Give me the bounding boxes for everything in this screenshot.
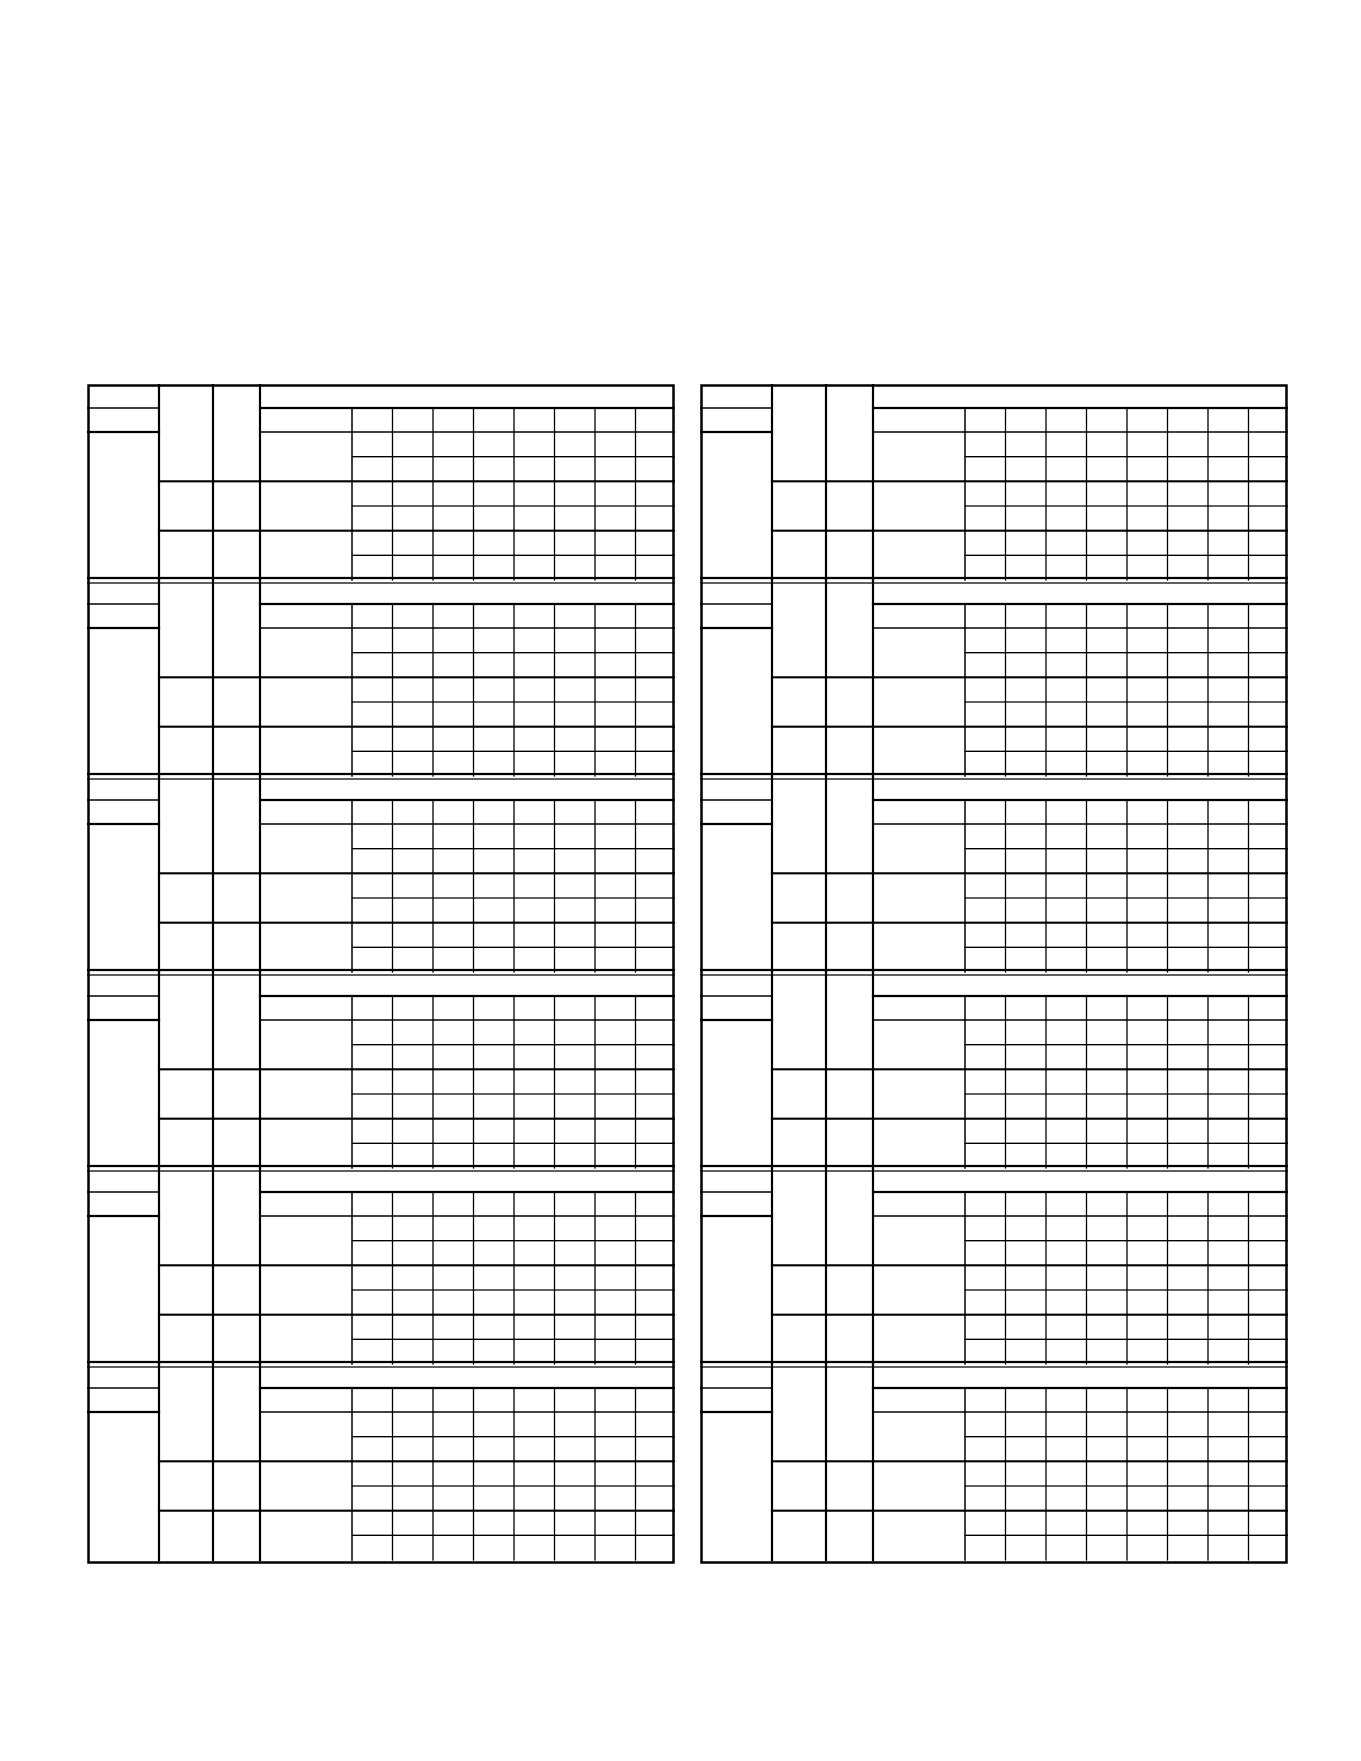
panel-border bbox=[702, 386, 1287, 1563]
form-grid-right bbox=[700, 384, 1288, 1564]
form-panel-left bbox=[87, 384, 675, 1564]
form-panel-right bbox=[700, 384, 1288, 1564]
form-grid-left bbox=[87, 384, 675, 1564]
panel-border bbox=[89, 386, 674, 1563]
